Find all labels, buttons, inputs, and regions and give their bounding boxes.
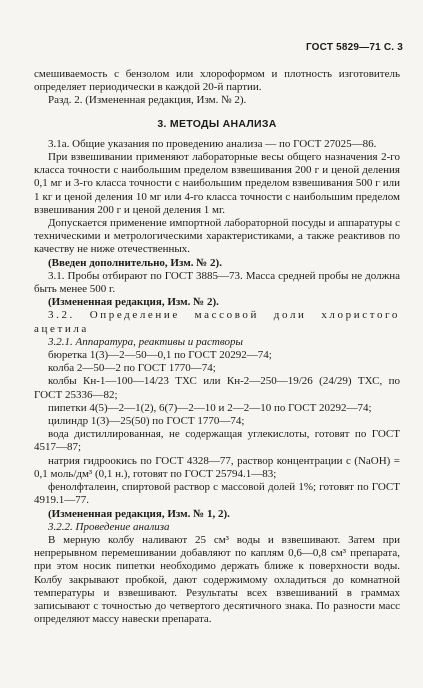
- clause-3-1a: 3.1а. Общие указания по проведению анализа — по ГОСТ 27025—86.: [48, 137, 377, 150]
- equipment-item: колбы Кн-1—100—14/23 ТХС или Кн-2—250—19/26 (24/29) ТХС, по ГОСТ 25336—82;: [34, 375, 400, 401]
- reagent-item: натрия гидроокись по ГОСТ 4328—77, раствор концентрации с (NaOH) = 0,1 моль/дм³ (0,1 н.), готовят по ГОСТ 25794.1—83;: [34, 454, 400, 480]
- paragraph-procedure: В мерную колбу наливают 25 см³ воды и взвешивают. Затем при непрерывном перемешивании добавляют по каплям 0,6—0,8 см³ препарата, при этом носик пипетки необходимо держать ближе к поверхности воды. Колбу закрывают пробкой, дают содержимому охладиться до комнатной температуры и взвешивают. Результаты всех взвешиваний в граммах записывают с точностью до четвертого десятичного знака. По разности масс определяют массу навески препарата.: [34, 533, 400, 626]
- clause-3-2-2-heading: 3.2.2. Проведение анализа: [48, 520, 170, 533]
- running-header: ГОСТ 5829—71 С. 3: [305, 42, 403, 53]
- clause-3-1: 3.1. Пробы отбирают по ГОСТ 3885—73. Масса средней пробы не должна быть менее 500 г.: [34, 269, 400, 296]
- amendment-note: (Введен дополнительно, Изм. № 2).: [48, 256, 222, 269]
- amendment-note: (Измененная редакция, Изм. № 1, 2).: [48, 507, 230, 520]
- section-heading-analysis-methods: 3. МЕТОДЫ АНАЛИЗА: [157, 117, 277, 130]
- equipment-item: пипетки 4(5)—2—1(2), 6(7)—2—10 и 2—2—10 по ГОСТ 20292—74;: [48, 401, 372, 414]
- clause-3-2-heading: 3.2. Определение массовой доли хлористого ацетила: [34, 309, 400, 335]
- equipment-item: цилиндр 1(3)—25(50) по ГОСТ 1770—74;: [48, 415, 245, 428]
- paragraph-imported-equipment: Допускается применение импортной лабораторной посуды и аппаратуры с техническими и метрологическими характеристиками, а также реактивов по качеству не ниже отечественных.: [34, 217, 400, 256]
- paragraph-weighing: При взвешивании применяют лабораторные весы общего назначения 2-го класса точности с наибольшим пределом взвешивания 200 г и ценой деления 0,1 мг и 3-го класса точности с наибольшим пределом взвешивания 500 г или 1 кг и ценой деления 10 мг или 4-го класса точности с наибольшим пределом взвешивания 200 г и ценой деления 1 мг.: [34, 151, 400, 216]
- paragraph-continuation: смешиваемость с бензолом или хлороформом и плотность изготовитель определяет периодически в каждой 20-й партии.: [34, 68, 400, 94]
- document-body: [34, 68, 400, 626]
- equipment-item: бюретка 1(3)—2—50—0,1 по ГОСТ 20292—74;: [48, 349, 272, 362]
- reagent-item: фенолфталеин, спиртовой раствор с массовой долей 1%; готовят по ГОСТ 4919.1—77.: [34, 481, 400, 507]
- equipment-item: колба 2—50—2 по ГОСТ 1770—74;: [48, 362, 216, 375]
- amendment-note: (Измененная редакция, Изм. № 2).: [48, 296, 219, 309]
- clause-3-2-1-heading: 3.2.1. Аппаратура, реактивы и растворы: [48, 335, 243, 348]
- amendment-note-section-2: Разд. 2. (Измененная редакция, Изм. № 2).: [48, 94, 247, 107]
- reagent-item: вода дистиллированная, не содержащая углекислоты, готовят по ГОСТ 4517—87;: [34, 428, 400, 454]
